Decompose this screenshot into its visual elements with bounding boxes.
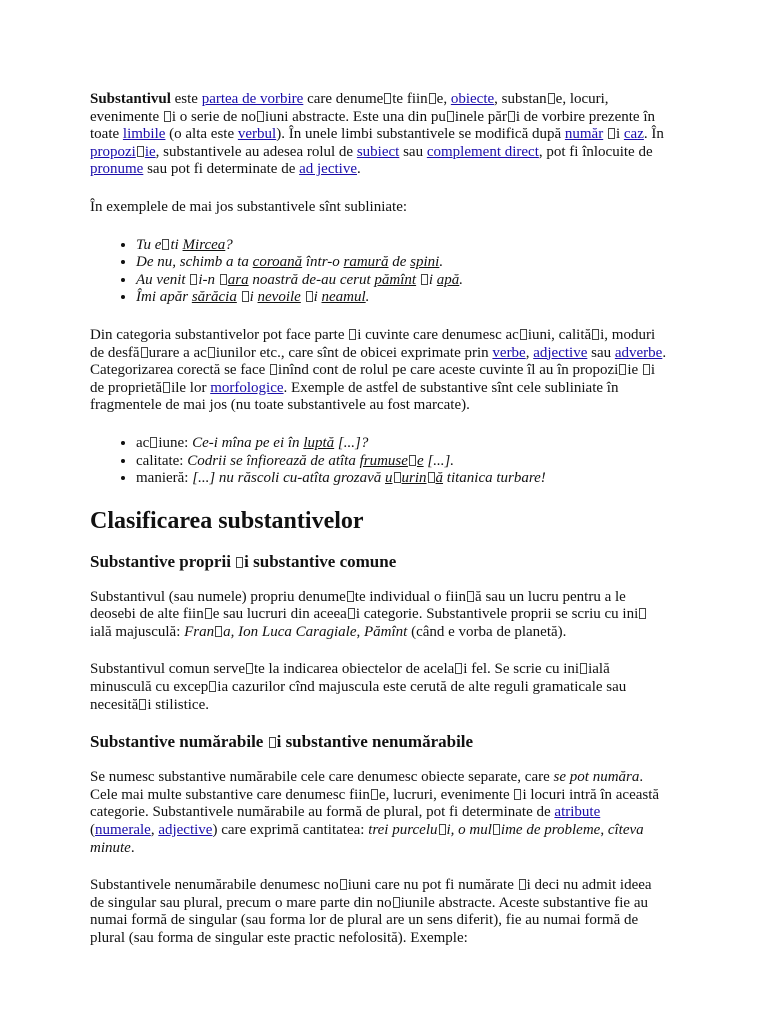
missing-glyph-icon bbox=[190, 274, 197, 285]
missing-glyph-icon bbox=[455, 663, 462, 674]
subsection-heading-numarabile: Substantive numărabile i substantive nenumărabile bbox=[90, 732, 474, 752]
missing-glyph-icon bbox=[619, 364, 626, 375]
missing-glyph-icon bbox=[447, 111, 454, 122]
missing-glyph-icon bbox=[508, 111, 515, 122]
missing-glyph-icon bbox=[514, 789, 521, 800]
missing-glyph-icon bbox=[269, 737, 276, 748]
missing-glyph-icon bbox=[592, 329, 599, 340]
missing-glyph-icon bbox=[208, 347, 215, 358]
missing-glyph-icon bbox=[409, 455, 416, 466]
link-numar[interactable]: număr bbox=[564, 126, 604, 143]
bold-term: Substantivul bbox=[90, 91, 171, 107]
missing-glyph-icon bbox=[137, 146, 144, 157]
missing-glyph-icon bbox=[162, 239, 169, 250]
missing-glyph-icon bbox=[348, 608, 355, 619]
intro-paragraph: Substantivul este partea de vorbire care denume te fiin e, obiecte, substan e, locuri, evenimente i o serie de no iuni abstracte. Este una din pu inele păr i de vorbire prezente în toate limbile (o alta este verbul). În unele limbi substantivele se modifică după număr i caz. În propozi ie, substantivele au adesea rolul de subiect sau complement direct, pot fi înlocuite de pronume sau pot fi determinate de ad jective. bbox=[90, 91, 664, 178]
category-examples-list bbox=[90, 435, 668, 488]
link-limbile[interactable]: limbile bbox=[122, 126, 166, 143]
subsection-heading-proprii: Substantive proprii i substantive comune bbox=[90, 551, 397, 571]
link-morfologice[interactable]: morfologice bbox=[210, 379, 284, 396]
missing-glyph-icon bbox=[394, 472, 401, 483]
link-adverbe[interactable]: adverbe bbox=[614, 344, 663, 361]
missing-glyph-icon bbox=[205, 608, 212, 619]
link-adjective[interactable]: ad jective bbox=[299, 161, 357, 178]
missing-glyph-icon bbox=[439, 824, 446, 835]
missing-glyph-icon bbox=[371, 789, 378, 800]
list-item: • Au venit i-n ara noastră de-au cerut pămînt i apă. bbox=[136, 272, 668, 290]
list-item: • manieră: [...] nu răscoli cu-atîta grozavă u urin ă titanica turbare! bbox=[136, 470, 668, 488]
missing-glyph-icon bbox=[384, 93, 391, 104]
link-partea-de-vorbire[interactable]: partea de vorbire bbox=[201, 91, 304, 107]
missing-glyph-icon bbox=[467, 591, 474, 602]
list-item: • Tu e ti Mircea? bbox=[136, 237, 668, 255]
missing-glyph-icon bbox=[246, 663, 253, 674]
missing-glyph-icon bbox=[639, 608, 646, 619]
document-page bbox=[90, 91, 668, 948]
missing-glyph-icon bbox=[580, 663, 587, 674]
link-verbe[interactable]: verbe bbox=[492, 344, 526, 361]
missing-glyph-icon bbox=[429, 93, 436, 104]
missing-glyph-icon bbox=[349, 329, 356, 340]
link-propozitie[interactable]: propozi ie bbox=[90, 143, 156, 160]
link-adjective[interactable]: adjective bbox=[533, 344, 588, 361]
link-caz[interactable]: caz bbox=[623, 126, 644, 143]
list-item: • De nu, schimb a ta coroană într-o ramură de spini. bbox=[136, 254, 668, 272]
examples-intro: În exemplele de mai jos substantivele sînt subliniate: bbox=[90, 198, 408, 215]
link-complement-direct[interactable]: complement direct bbox=[426, 143, 539, 160]
missing-glyph-icon bbox=[393, 897, 400, 908]
missing-glyph-icon bbox=[306, 291, 313, 302]
missing-glyph-icon bbox=[139, 699, 146, 710]
missing-glyph-icon bbox=[347, 591, 354, 602]
missing-glyph-icon bbox=[150, 437, 157, 448]
list-item: • calitate: Codrii se înfiorează de atîta frumuse e [...]. bbox=[136, 453, 668, 471]
numarabile-paragraph: Se numesc substantive numărabile cele care denumesc obiecte separate, care se pot număra. Cele mai multe substantive care denumesc fiin e, lucruri, evenimente i locuri intră în această categorie. Substantivele numărabile au formă de plural, pot fi determinate de atribute (numerale, adjective) care exprimă cantitatea: trei purcelu i, o mul ime de probleme, cîteva minute. bbox=[90, 769, 660, 856]
section-heading: Clasificarea substantivelor bbox=[90, 507, 364, 534]
missing-glyph-icon bbox=[141, 347, 148, 358]
missing-glyph-icon bbox=[520, 329, 527, 340]
link-pronume[interactable]: pronume bbox=[90, 161, 144, 178]
missing-glyph-icon bbox=[242, 291, 249, 302]
missing-glyph-icon bbox=[493, 824, 500, 835]
missing-glyph-icon bbox=[421, 274, 428, 285]
list-item: • ac iune: Ce-i mîna pe ei în luptă [...]? bbox=[136, 435, 668, 453]
missing-glyph-icon bbox=[428, 472, 435, 483]
missing-glyph-icon bbox=[257, 111, 264, 122]
missing-glyph-icon bbox=[519, 879, 526, 890]
missing-glyph-icon bbox=[209, 681, 216, 692]
link-numerale[interactable]: numerale bbox=[95, 822, 151, 839]
missing-glyph-icon bbox=[236, 557, 243, 568]
link-atribute[interactable]: atribute bbox=[554, 804, 601, 821]
examples-list bbox=[90, 237, 668, 307]
proprii-paragraph: Substantivul (sau numele) propriu denume te individual o fiin ă sau un lucru pentru a le deosebi de alte fiin e sau lucruri din aceea i categorie. Substantivele proprii se scriu cu iniială majusculă: Fran a, Ion Luca Caragiale, Pămînt (când e vorba de planetă). bbox=[90, 589, 668, 642]
link-subiect[interactable]: subiect bbox=[356, 143, 400, 160]
list-item: • Îmi apăr sărăcia i nevoile i neamul. bbox=[136, 289, 668, 307]
link-obiecte[interactable]: obiecte bbox=[450, 91, 495, 107]
link-verbul[interactable]: verbul bbox=[237, 126, 277, 143]
nenumarabile-paragraph: Substantivele nenumărabile denumesc no iuni care nu pot fi numărate i deci nu admit ideea de singular sau plural, precum o mare parte din no iunile abstracte. Aceste substantive fie au numai formă de singular (sau forma lor de plural are un sens diferit), fie au numai formă de plural (sau forma de singular este practic nefolosită). Exemple: bbox=[90, 877, 652, 946]
category-paragraph: Din categoria substantivelor pot face parte i cuvinte care denumesc ac iuni, calită i, moduri de desfă urare a ac iunilor etc., care sînt de obicei exprimate prin verbe, adjective sau adverbe. Categorizarea corectă se face inînd cont de rolul pe care aceste cuvinte îl au în propozi ie i de proprietă ile lor morfologice. Exemple de astfel de substantive sînt cele subliniate în fragmentele de mai jos (nu toate substantivele au fost marcate). bbox=[90, 326, 667, 414]
missing-glyph-icon bbox=[340, 879, 347, 890]
comun-paragraph: Substantivul comun serve te la indicarea obiectelor de acela i fel. Se scrie cu ini ială minusculă cu excep ia cazurilor cînd majuscula este cerută de alte reguli gramaticale sau necesită i stilistice. bbox=[90, 661, 627, 713]
link-adjective[interactable]: adjective bbox=[158, 822, 213, 839]
missing-glyph-icon bbox=[270, 364, 277, 375]
missing-glyph-icon bbox=[163, 382, 170, 393]
missing-glyph-icon bbox=[164, 111, 171, 122]
missing-glyph-icon bbox=[643, 364, 650, 375]
missing-glyph-icon bbox=[220, 274, 227, 285]
missing-glyph-icon bbox=[215, 626, 222, 637]
missing-glyph-icon bbox=[608, 128, 615, 139]
missing-glyph-icon bbox=[548, 93, 555, 104]
